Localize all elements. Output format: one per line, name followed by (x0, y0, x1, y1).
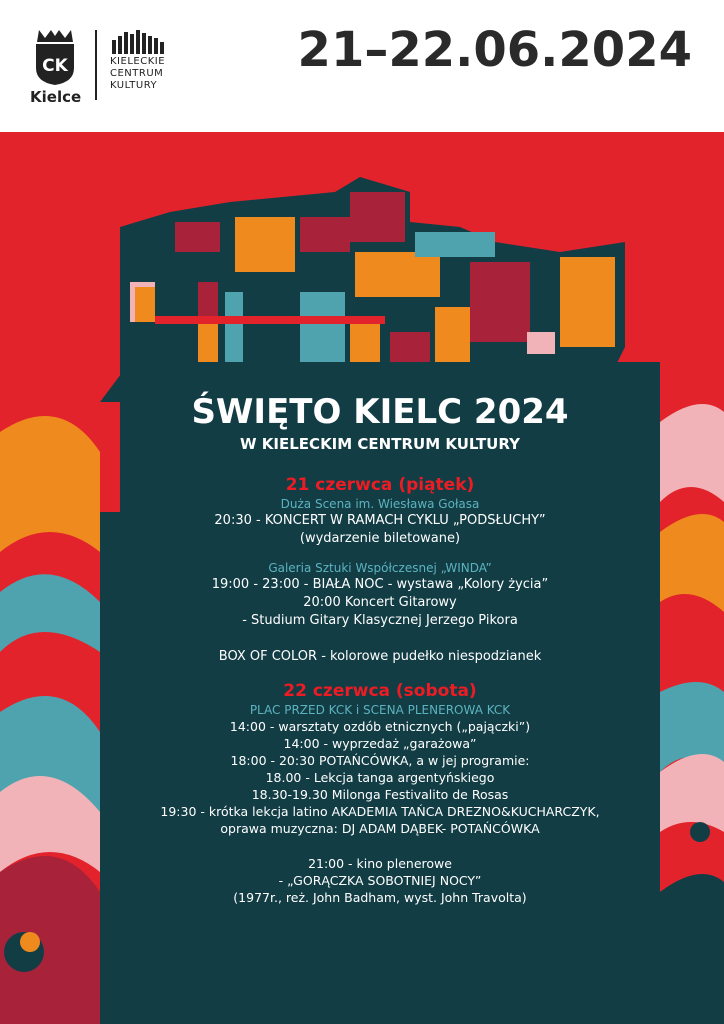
event-date: 21–22.06.2024 (297, 22, 692, 78)
day2-line: 19:30 - krótka lekcja latino AKADEMIA TAŃCA DREZNO&KUCHARCZYK, (160, 804, 600, 819)
day2-line: 18:00 - 20:30 POTAŃCÓWKA, a w jej programie: (230, 753, 530, 768)
program-content (100, 392, 660, 906)
day1-venue1: Duża Scena im. Wiesława Gołasa (280, 497, 480, 511)
kck-line-2: CENTRUM (110, 68, 164, 79)
crest-icon (33, 28, 77, 86)
logo-divider (95, 30, 97, 100)
day1-venue1-line: (wydarzenie biletowane) (299, 531, 461, 546)
event-subtitle: W KIELECKIM CENTRUM KULTURY (240, 435, 520, 453)
day1-venue1-line: 20:30 - KONCERT W RAMACH CYKLU „PODSŁUCHY” (214, 513, 546, 528)
kck-line-1: KIELECKIE (110, 56, 166, 67)
day2-line: 14:00 - wyprzedaż „garażowa” (283, 736, 477, 751)
day1-heading: 21 czerwca (piątek) (285, 475, 475, 495)
kck-line-3: KULTURY (110, 80, 158, 91)
day1-extra: BOX OF COLOR - kolorowe pudełko niespodzianek (218, 649, 542, 664)
day2-cinema-line: (1977r., reż. John Badham, wyst. John Travolta) (233, 890, 527, 905)
kck-logo (110, 30, 190, 102)
kck-logo-text (110, 56, 165, 92)
day2-cinema-line: 21:00 - kino plenerowe (308, 856, 452, 871)
header (0, 0, 724, 132)
day2-line: 18.00 - Lekcja tanga argentyńskiego (265, 770, 495, 785)
day2-line: 18.30-19.30 Milonga Festivalito de Rosas (251, 787, 509, 802)
day1-venue2-line: - Studium Gitary Klasycznej Jerzego Pikora (242, 613, 518, 628)
day1-venue2-line: 20:00 Koncert Gitarowy (303, 595, 457, 610)
event-title: ŚWIĘTO KIELC 2024 (191, 392, 569, 432)
kielce-logo (30, 28, 80, 104)
day2-line: 14:00 - warsztaty ozdób etnicznych („pajączki”) (229, 719, 531, 734)
day1-venue2: Galeria Sztuki Współczesnej „WINDA” (268, 561, 492, 575)
building-icon (110, 30, 170, 54)
day2-heading: 22 czerwca (sobota) (283, 681, 477, 701)
day1-venue2-line: 19:00 - 23:00 - BIAŁA NOC - wystawa „Kolory życia” (211, 577, 549, 592)
day2-cinema-line: - „GORĄCZKA SOBOTNIEJ NOCY” (278, 873, 482, 888)
day2-venue: PLAC PRZED KCK i SCENA PLENEROWA KCK (249, 703, 511, 717)
kielce-label: Kielce (30, 88, 82, 106)
day2-line: oprawa muzyczna: DJ ADAM DĄBEK- POTAŃCÓWKA (220, 821, 540, 836)
crest-monogram: CK (42, 56, 68, 76)
